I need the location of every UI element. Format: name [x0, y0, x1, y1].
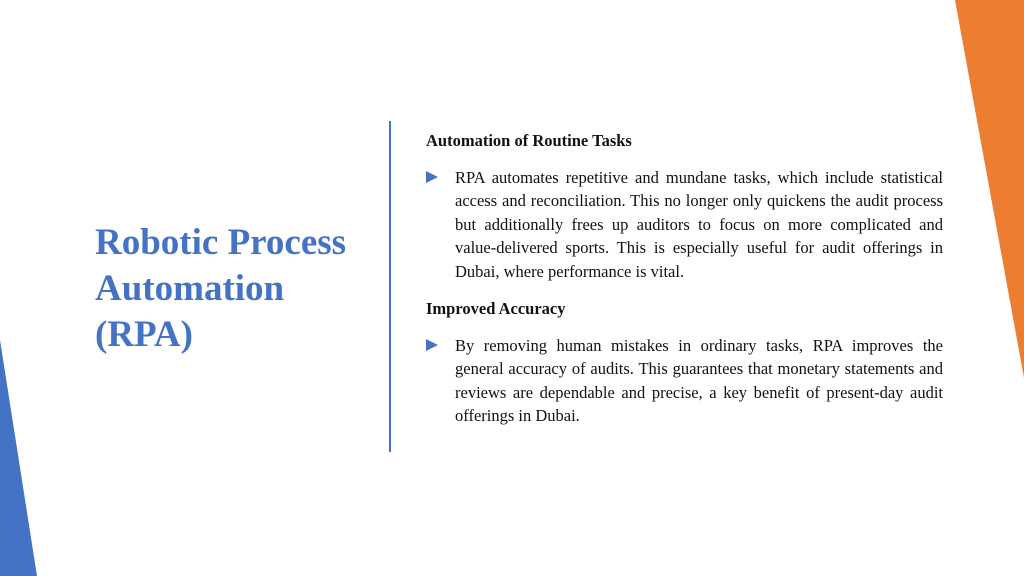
- section-improved-accuracy: [426, 298, 943, 428]
- blue-corner-stripe: [0, 340, 37, 576]
- section-routine-tasks: [426, 130, 943, 283]
- vertical-divider: [389, 121, 391, 452]
- content-area: [426, 130, 943, 428]
- section-heading: Improved Accuracy: [426, 299, 566, 319]
- bullet-text: By removing human mistakes in ordinary tasks, RPA improves the general accuracy of audits. This guarantees that monetary statements and reviews are dependable and precise, a key benefit of present-day audit offerings in Dubai.: [455, 336, 943, 426]
- section-heading: Automation of Routine Tasks: [426, 131, 632, 150]
- bullet-item: [426, 166, 943, 283]
- slide-title: Robotic Process Automation (RPA): [95, 222, 347, 355]
- play-triangle-icon: [426, 339, 438, 351]
- orange-corner-stripe: [955, 0, 1024, 378]
- bullet-item: [426, 334, 943, 428]
- play-triangle-icon: [426, 171, 438, 183]
- bullet-text: RPA automates repetitive and mundane tasks, which include statistical access and reconciliation. This no longer only quickens the audit process but additionally frees up auditors to focus on more complicated and value-delivered sports. This is especially useful for audit offerings in Dubai, where performance is vital.: [455, 168, 943, 281]
